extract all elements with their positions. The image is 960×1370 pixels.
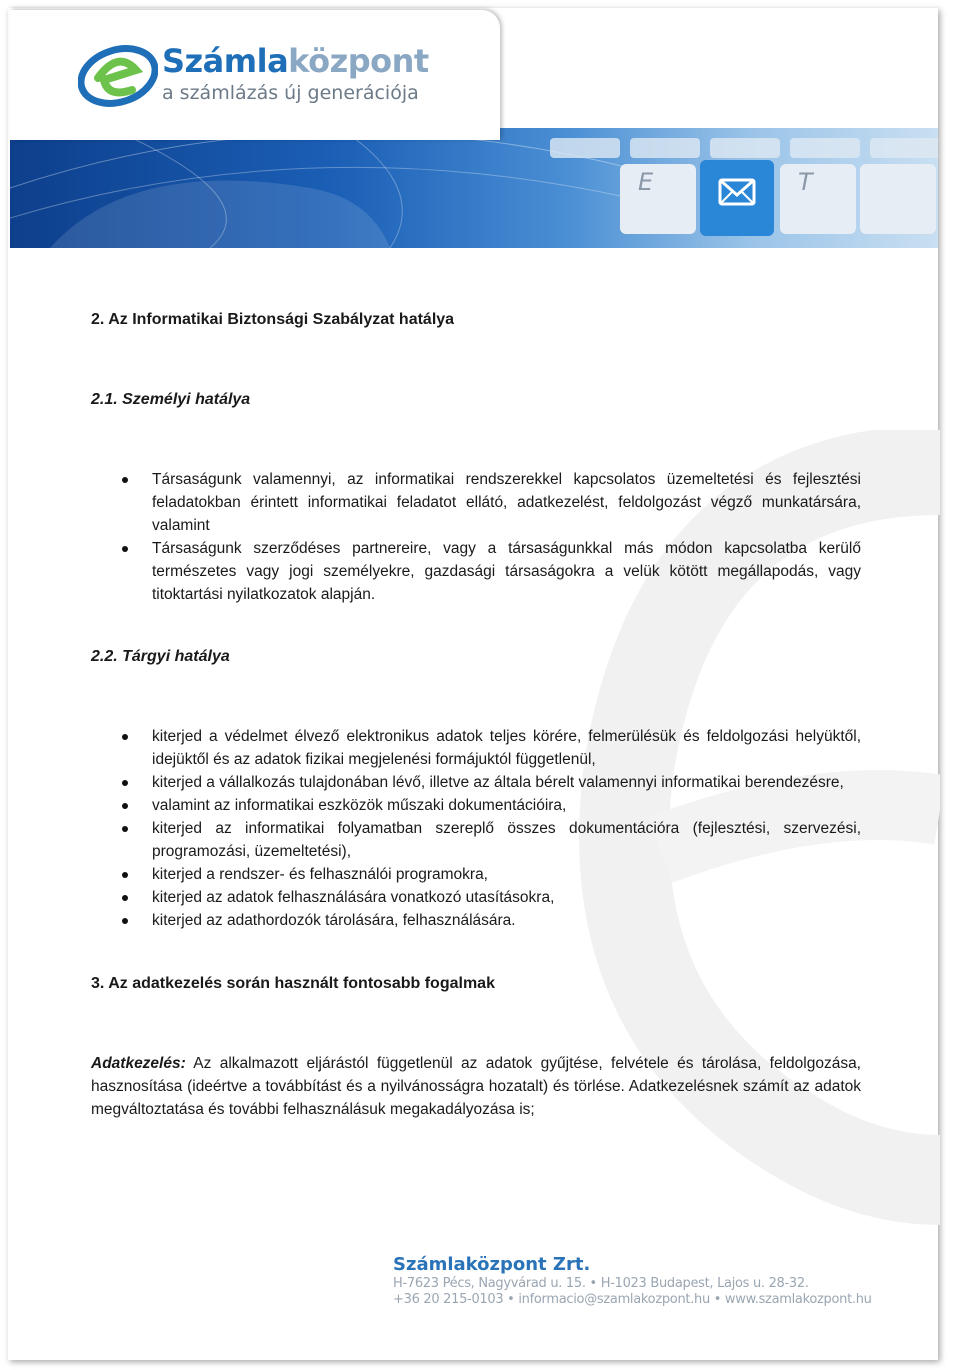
section-2-2-title: 2.2. Tárgyi hatálya xyxy=(91,648,230,665)
section-2-1-list xyxy=(91,468,861,606)
list-item: Társaságunk szerződéses partnereire, vagy a társaságunkkal más módon kapcsolatba kerülő természetes vagy jogi személyekre, gazdasági társaságokra a velük kötött megállapodás, vagy titoktartási nyilatkozatok alapján. xyxy=(91,537,861,606)
section-2-2-list xyxy=(91,725,861,932)
footer-contact: +36 20 215-0103 • informacio@szamlakozpont.hu • www.szamlakozpont.hu xyxy=(393,1292,872,1307)
logo-title: Számlaközpont xyxy=(162,42,429,80)
key-letter-t: T xyxy=(798,168,813,196)
logo-tagline: a számlázás új generációja xyxy=(162,82,419,104)
header-banner xyxy=(10,128,938,248)
footer xyxy=(393,1254,872,1308)
section-3-title: 3. Az adatkezelés során használt fontosabb fogalmak xyxy=(91,975,495,992)
list-item: kiterjed az informatikai folyamatban szereplő összes dokumentációra (fejlesztési, szervezési, programozási, üzemeltetési), xyxy=(91,817,861,863)
list-item: kiterjed az adathordozók tárolására, felhasználására. xyxy=(91,909,861,932)
list-item: valamint az informatikai eszközök műszaki dokumentációira, xyxy=(91,794,861,817)
document-body xyxy=(91,308,861,1121)
section-2-title: 2. Az Informatikai Biztonsági Szabályzat hatálya xyxy=(91,311,455,328)
list-item: kiterjed a vállalkozás tulajdonában lévő, illetve az általa bérelt valamennyi informatikai berendezésre, xyxy=(91,771,861,794)
section-2-1-title: 2.1. Személyi hatálya xyxy=(91,391,251,408)
list-item: Társaságunk valamennyi, az informatikai rendszerekkel kapcsolatos üzemeltetési és fejlesztési feladatokban érintett informatikai feladatot ellátó, adatkezelést, feldolgozást végző munkatársára, valamint xyxy=(91,468,861,537)
list-item: kiterjed az adatok felhasználására vonatkozó utasításokra, xyxy=(91,886,861,909)
list-item: kiterjed a védelmet élvező elektronikus adatok teljes körére, felmerülésük és feldolgozási helyüktől, idejüktől és az adatok fizikai megjelenési formájuktól függetlenül, xyxy=(91,725,861,771)
definition-term: Adatkezelés: xyxy=(91,1055,186,1072)
logo-e-icon xyxy=(78,40,158,110)
globe-keyboard-illustration xyxy=(10,128,938,248)
logo xyxy=(78,40,429,115)
list-item: kiterjed a rendszer- és felhasználói programokra, xyxy=(91,863,861,886)
definition-text: Az alkalmazott eljárástól függetlenül az adatok gyűjtése, felvétele és tárolása, feldolgozása, hasznosítása (ideértve a továbbítást és a nyilvánosságra hozatalt) és törlése. Adatkezelésnek számít az adatok megváltoztatása és további felhasználásuk megakadályozása is; xyxy=(91,1055,861,1118)
footer-address: H-7623 Pécs, Nagyvárad u. 15. • H-1023 Budapest, Lajos u. 28-32. xyxy=(393,1276,809,1291)
key-letter-e: E xyxy=(638,168,654,196)
footer-company: Számlaközpont Zrt. xyxy=(393,1254,591,1275)
definition-paragraph xyxy=(91,1052,861,1121)
